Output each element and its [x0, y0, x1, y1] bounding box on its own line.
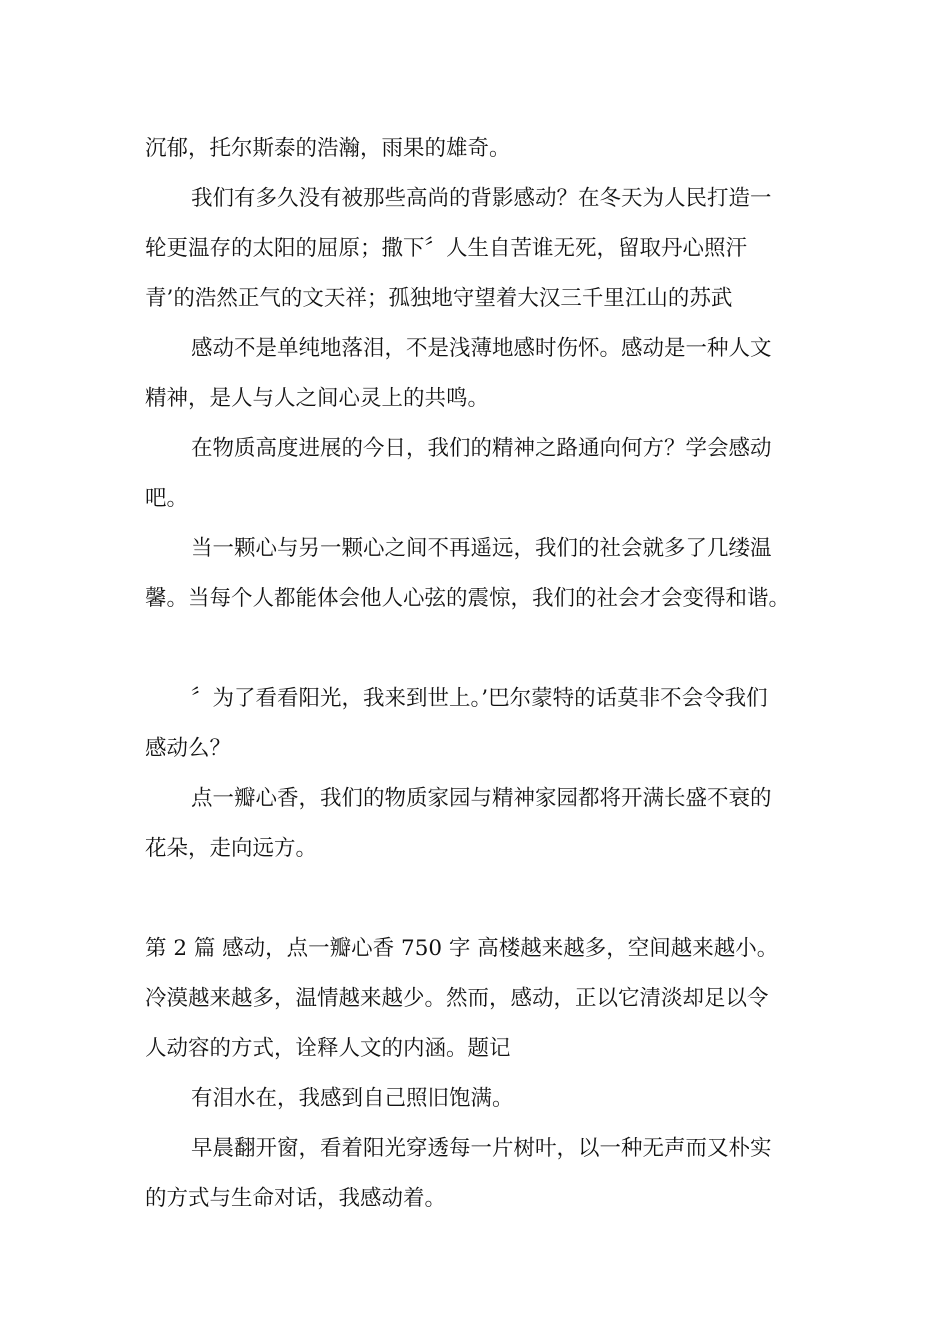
- text-line: 馨。当每个人都能体会他人心弦的震惊，我们的社会才会变得和谐。: [145, 586, 791, 611]
- text-line: 当一颗心与另一颗心之间不再遥远，我们的社会就多了几缕温: [191, 536, 772, 561]
- text-line: 精神，是人与人之间心灵上的共鸣。: [145, 386, 490, 411]
- text-line: 早晨翻开窗，看着阳光穿透每一片树叶，以一种无声而又朴实: [191, 1136, 772, 1161]
- text-line: 吧。: [145, 486, 189, 511]
- text-line: 感动么？: [145, 736, 232, 761]
- text-line: 青’的浩然正气的文天祥；孤独地守望着大汉三千里江山的苏武: [145, 286, 733, 311]
- text-line: 人动容的方式，诠释人文的内涵。题记: [145, 1036, 511, 1061]
- text-line: 在物质高度进展的今日，我们的精神之路通向何方？学会感动: [191, 436, 772, 461]
- text-line: 轮更温存的太阳的屈原；撒下〞人生自苦谁无死，留取丹心照汗: [145, 236, 748, 261]
- text-line: 沉郁，托尔斯泰的浩瀚，雨果的雄奇。: [145, 136, 511, 161]
- text-line: 感动不是单纯地落泪，不是浅薄地感时伤怀。感动是一种人文: [191, 336, 772, 361]
- text-line: 我们有多久没有被那些高尚的背影感动？在冬天为人民打造一: [191, 186, 772, 211]
- text-line: 的方式与生命对话，我感动着。: [145, 1186, 447, 1211]
- section-heading-line: 第 2 篇 感动，点一瓣心香 750 字 高楼越来越多，空间越来越小。: [145, 936, 779, 961]
- text-line: 有泪水在，我感到自己照旧饱满。: [191, 1086, 514, 1111]
- text-line: 冷漠越来越多，温情越来越少。然而，感动，正以它清淡却足以令: [145, 986, 769, 1011]
- text-line: 花朵，走向远方。: [145, 836, 318, 861]
- text-line: 点一瓣心香，我们的物质家园与精神家园都将开满长盛不衰的: [191, 786, 772, 811]
- text-line: 〞为了看看阳光，我来到世上。’巴尔蒙特的话莫非不会令我们: [191, 686, 768, 711]
